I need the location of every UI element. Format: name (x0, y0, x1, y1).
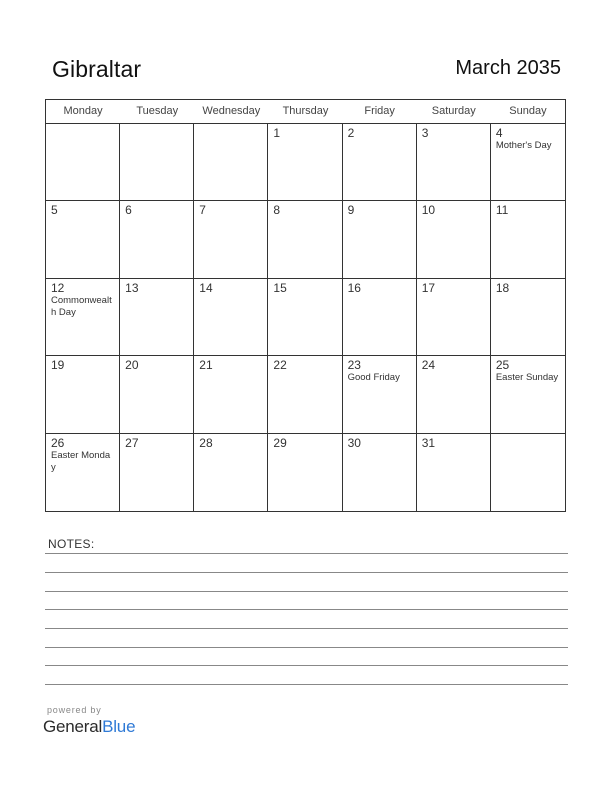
weekday-wednesday: Wednesday (202, 105, 261, 117)
powered-by-text: powered by (47, 705, 102, 715)
day-number: 2 (347, 126, 355, 140)
weekday-saturday: Saturday (431, 105, 476, 117)
day-number: 19 (51, 358, 65, 373)
note-line (45, 628, 568, 629)
day-cell (194, 201, 268, 278)
day-number: 29 (273, 435, 287, 450)
note-line (45, 609, 568, 610)
day-number: 7 (199, 203, 206, 218)
day-cell (343, 434, 417, 511)
day-number: 16 (347, 280, 361, 295)
day-cell (417, 201, 491, 278)
day-cell (194, 434, 268, 511)
day-cell (46, 124, 120, 201)
day-number: 12 (51, 280, 65, 295)
day-cell (343, 201, 417, 278)
day-number: 18 (495, 280, 510, 295)
day-number: 25 (495, 358, 510, 373)
day-number: 4 (495, 126, 503, 140)
day-cell (46, 201, 120, 278)
day-number: 28 (199, 435, 213, 450)
day-number: 27 (125, 435, 139, 450)
note-line (45, 665, 568, 666)
day-cell (491, 124, 565, 201)
generalblue-logo[interactable] (43, 717, 135, 737)
day-cell (417, 434, 491, 511)
day-number: 9 (347, 203, 355, 218)
holiday-label: Good Friday (347, 372, 400, 384)
day-number: 17 (421, 280, 436, 295)
holiday-label: Mother's Day (495, 140, 552, 151)
weekday-monday: Monday (63, 105, 103, 117)
day-number: 13 (125, 280, 139, 295)
day-cell (120, 279, 194, 356)
day-cell (343, 279, 417, 356)
day-cell (343, 124, 417, 201)
day-cell (268, 434, 342, 511)
day-number: 5 (51, 203, 58, 218)
day-number: 11 (495, 203, 509, 218)
brand-blue: Blue (102, 717, 136, 736)
day-number: 30 (347, 435, 361, 450)
day-cell (46, 356, 120, 433)
day-cell (268, 124, 342, 201)
day-number: 31 (421, 435, 436, 450)
day-cell (491, 279, 565, 356)
day-number (125, 126, 188, 140)
calendar-grid (45, 99, 566, 512)
day-cell (417, 356, 491, 433)
day-cell (491, 356, 565, 433)
notes-label: NOTES: (48, 537, 95, 551)
day-cell (343, 356, 417, 433)
day-cell (194, 124, 268, 201)
day-number: 22 (273, 358, 287, 373)
day-number: 20 (125, 358, 139, 373)
note-line (45, 684, 568, 685)
note-line (45, 553, 568, 554)
day-cell (268, 356, 342, 433)
day-number: 26 (51, 435, 65, 450)
calendar-country-title: Gibraltar (52, 56, 142, 82)
day-number (51, 126, 114, 140)
holiday-label: Easter Monday (51, 449, 111, 473)
weekday-friday: Friday (364, 105, 395, 117)
day-cell (46, 434, 120, 511)
note-line (45, 572, 568, 573)
day-number (199, 126, 262, 140)
day-cell (417, 279, 491, 356)
day-cell (491, 434, 565, 511)
day-cell (120, 124, 194, 201)
day-number: 21 (199, 358, 213, 373)
day-number: 23 (347, 358, 361, 373)
day-number: 3 (421, 126, 429, 140)
day-number: 10 (421, 203, 436, 218)
day-number: 1 (273, 126, 281, 140)
holiday-label: Easter Sunday (495, 372, 559, 384)
day-cell (120, 434, 194, 511)
day-cell (491, 201, 565, 278)
brand-general: General (43, 717, 103, 736)
day-cell (194, 356, 268, 433)
day-cell (120, 201, 194, 278)
day-cell (268, 279, 342, 356)
day-number: 15 (273, 280, 287, 295)
calendar-month-year: March 2035 (455, 57, 561, 79)
day-cell (268, 201, 342, 278)
day-cell (46, 279, 120, 356)
holiday-label: Commonwealth Day (51, 294, 112, 318)
day-number (496, 436, 560, 450)
weekday-thursday: Thursday (282, 105, 329, 117)
weekday-tuesday: Tuesday (136, 105, 179, 117)
calendar-weeks (46, 124, 565, 511)
day-number: 14 (199, 280, 213, 295)
weekday-sunday: Sunday (509, 105, 547, 117)
day-cell (120, 356, 194, 433)
note-line (45, 647, 568, 648)
note-line (45, 591, 568, 592)
day-number: 8 (273, 203, 281, 218)
day-cell (417, 124, 491, 201)
weekday-header-row (46, 100, 565, 124)
day-number: 24 (421, 358, 436, 373)
day-cell (194, 279, 268, 356)
day-number: 6 (125, 203, 132, 218)
